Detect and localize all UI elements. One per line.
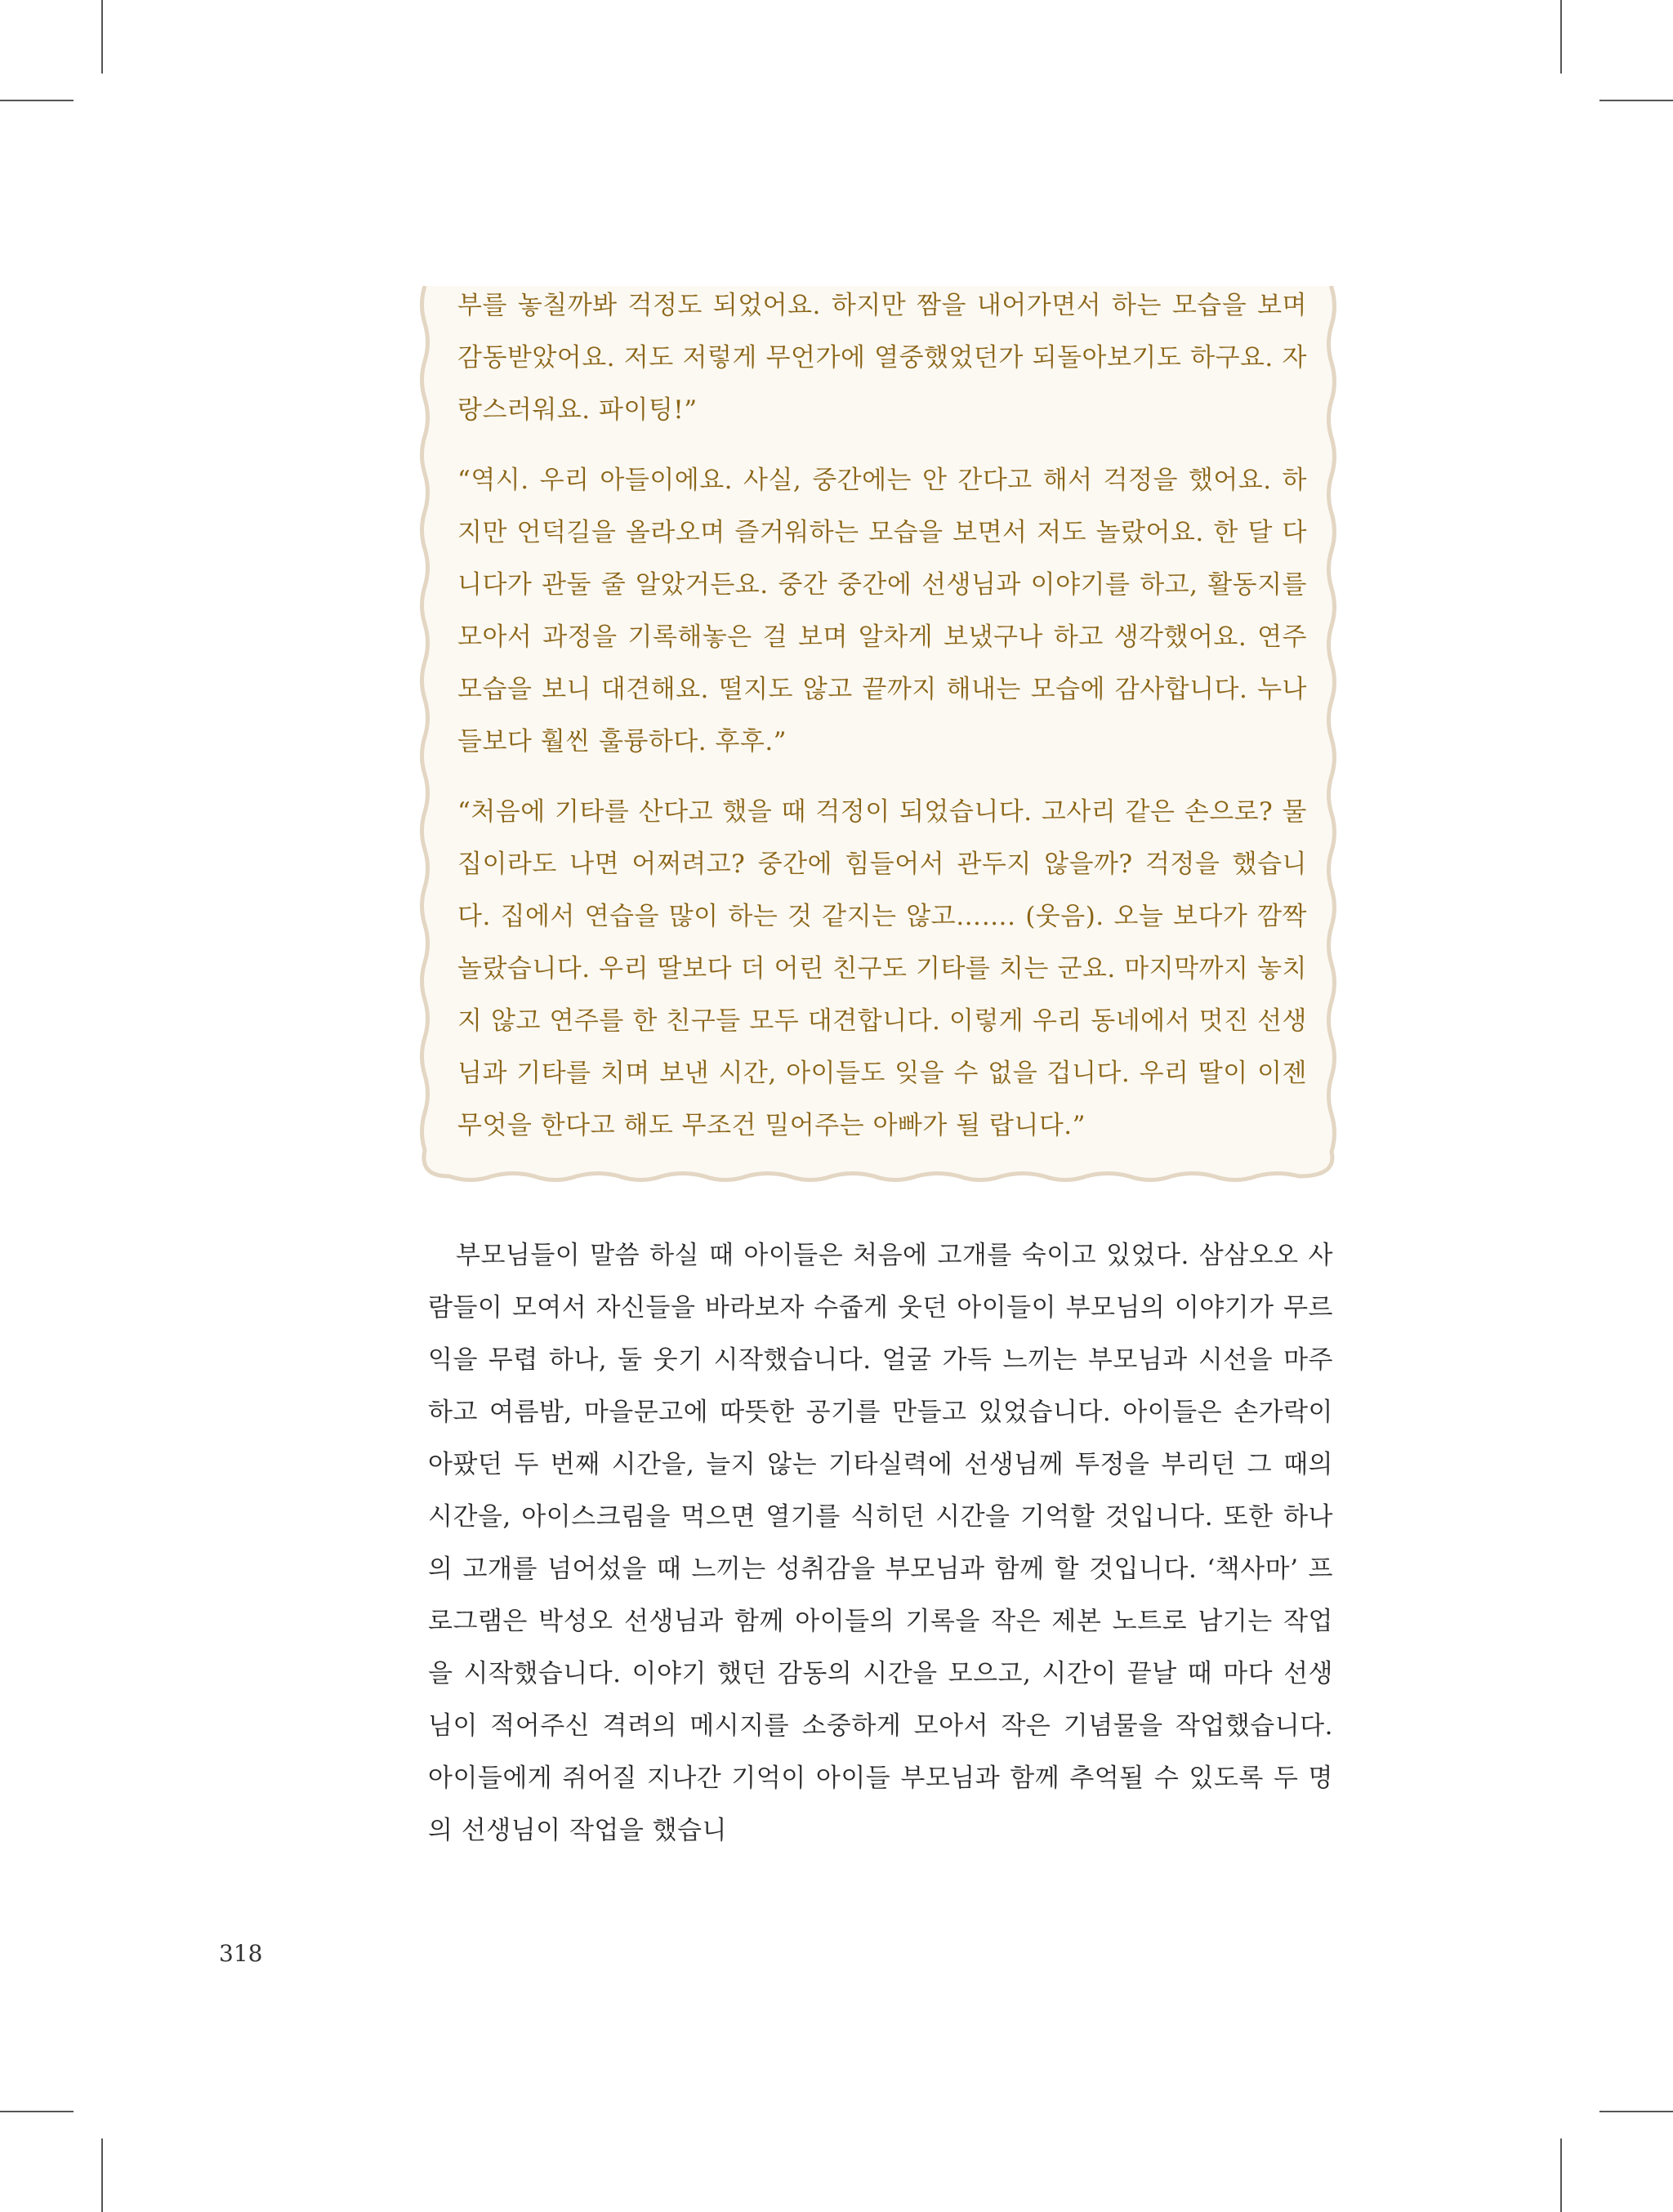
quote-paragraph: “처음에 기타를 산다고 했을 때 걱정이 되었습니다. 고사리 같은 손으로? 물집이라도 나면 어쩌려고? 중간에 힘들어서 관두지 않을까? 걱정을 했습니다. 집에서 연습을 많이 하는 것 같지는 않고……. (웃음). 오늘 보다가 깜짝 놀랐습니다. 우리 딸보다 더 어린 친구도 기타를 치는 군요. 마지막까지 놓치지 않고 연주를 한 친구들 모두 대견합니다. 이렇게 우리 동네에서 멋진 선생님과 기타를 치며 보낸 시간, 아이들도 잊을 수 없을 겁니다. 우리 딸이 이젠 무엇을 한다고 해도 무조건 밀어주는 아빠가 될 랍니다.”	[457, 797, 1307, 1140]
crop-mark-top-left	[101, 0, 103, 74]
crop-mark-top-right	[1599, 100, 1673, 101]
quote-paragraph: “역시. 우리 아들이에요. 사실, 중간에는 안 간다고 해서 걱정을 했어요. 하지만 언덕길을 올라오며 즐거워하는 모습을 보면서 저도 놀랐어요. 한 달 다니다가 관둘 줄 알았거든요. 중간 중간에 선생님과 이야기를 하고, 활동지를 모아서 과정을 기록해놓은 걸 보며 알차게 보냈구나 하고 생각했어요. 연주 모습을 보니 대견해요. 떨지도 않고 끝까지 해내는 모습에 감사합니다. 누나들보다 훨씬 훌륭하다. 후후.”	[457, 466, 1307, 756]
crop-mark-bottom-left	[101, 2138, 103, 2212]
quote-paragraph: 부를 놓칠까봐 걱정도 되었어요. 하지만 짬을 내어가면서 하는 모습을 보며 감동받았어요. 저도 저렇게 무언가에 열중했었던가 되돌아보기도 하구요. 자랑스러워요. 파이팅!”	[457, 291, 1307, 425]
quote-box	[417, 286, 1340, 1201]
page-number: 318	[219, 1940, 263, 1967]
crop-mark-top-left	[0, 100, 74, 101]
crop-mark-top-right	[1560, 0, 1562, 74]
body-paragraph: 부모님들이 말씀 하실 때 아이들은 처음에 고개를 숙이고 있었다. 삼삼오오 사람들이 모여서 자신들을 바라보자 수줍게 웃던 아이들이 부모님의 이야기가 무르익을 무렵 하나, 둘 웃기 시작했습니다. 얼굴 가득 느끼는 부모님과 시선을 마주하고 여름밤, 마을문고에 따뜻한 공기를 만들고 있었습니다. 아이들은 손가락이 아팠던 두 번째 시간을, 늘지 않는 기타실력에 선생님께 투정을 부리던 그 때의 시간을, 아이스크림을 먹으면 열기를 식히던 시간을 기억할 것입니다. 또한 하나의 고개를 넘어섰을 때 느끼는 성취감을 부모님과 함께 할 것입니다. ‘책사마’ 프로그램은 박성오 선생님과 함께 아이들의 기록을 작은 제본 노트로 남기는 작업을 시작했습니다. 이야기 했던 감동의 시간을 모으고, 시간이 끝날 때 마다 선생님이 적어주신 격려의 메시지를 소중하게 모아서 작은 기념물을 작업했습니다. 아이들에게 쥐어질 지나간 기억이 아이들 부모님과 함께 추억될 수 있도록 두 명의 선생님이 작업을 했습니	[428, 1241, 1333, 1845]
crop-mark-bottom-left	[0, 2111, 74, 2112]
crop-mark-bottom-right	[1560, 2138, 1562, 2212]
crop-mark-bottom-right	[1599, 2111, 1673, 2112]
quote-text	[457, 279, 1307, 1170]
